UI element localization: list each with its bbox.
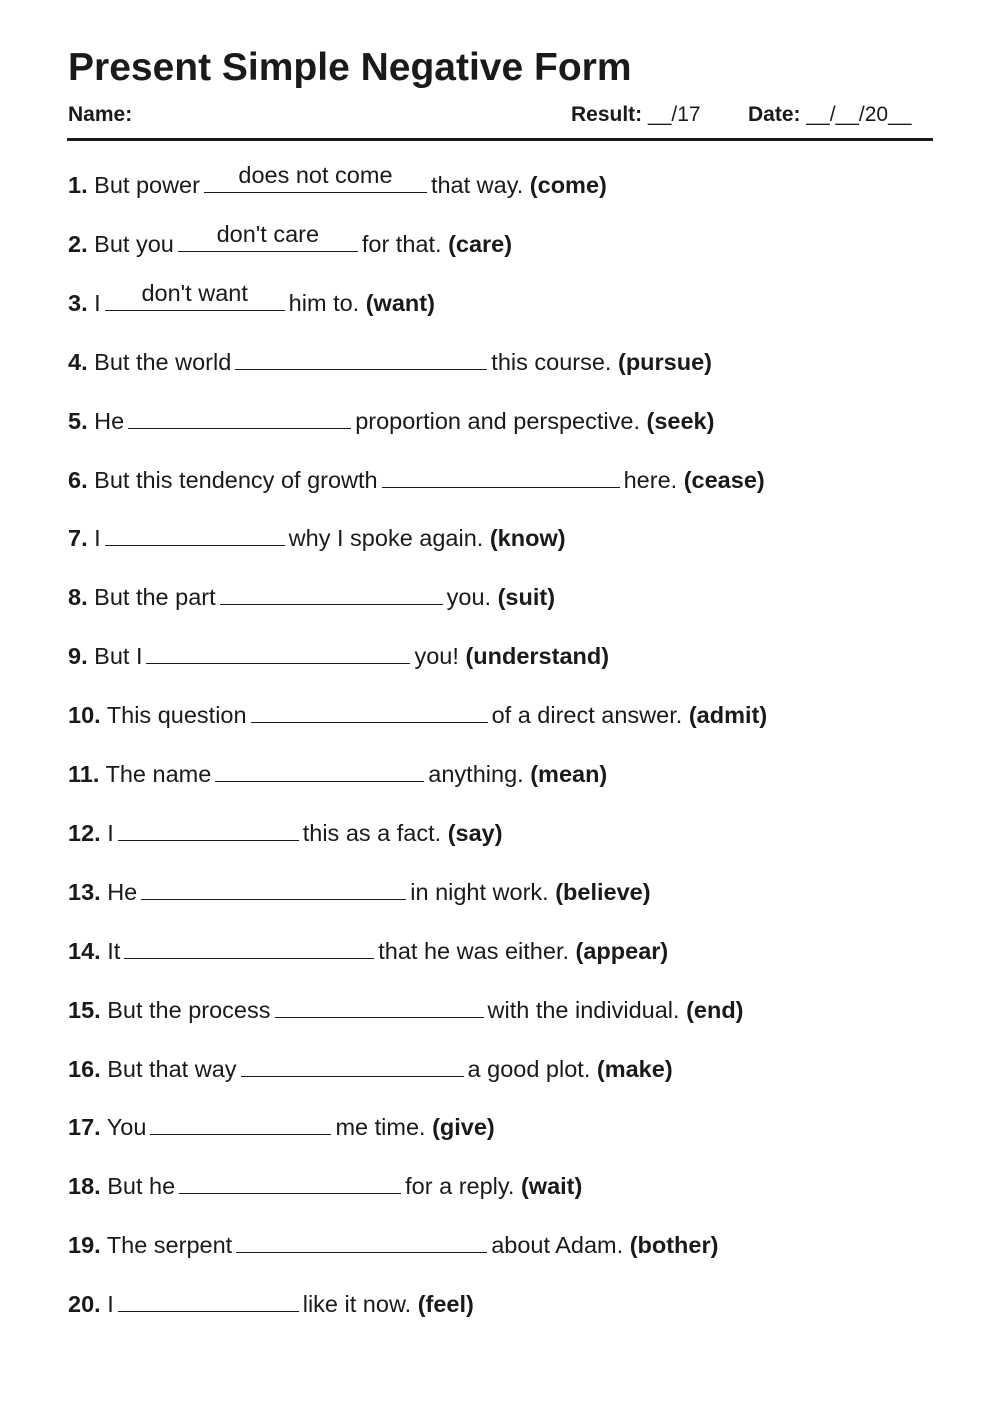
page-title: Present Simple Negative Form xyxy=(68,46,632,89)
sentence-end: me time. xyxy=(335,1114,426,1141)
date-value: __/__/20__ xyxy=(806,103,912,126)
answer-blank[interactable] xyxy=(105,521,285,546)
sentence-end: this as a fact. xyxy=(302,819,442,846)
question-item xyxy=(68,875,651,907)
sentence-start: I xyxy=(107,1291,114,1318)
sentence-end: like it now. xyxy=(302,1291,412,1318)
question-item xyxy=(68,698,767,730)
sentence-end: for a reply. xyxy=(405,1173,515,1200)
question-number: 16. xyxy=(68,1055,101,1082)
sentence-start: But power xyxy=(94,172,200,198)
answer-blank[interactable] xyxy=(235,345,487,370)
question-number: 3. xyxy=(68,289,88,316)
answer-text: does not come xyxy=(238,162,393,188)
sentence-end: of a direct answer. xyxy=(491,702,683,729)
date-field xyxy=(748,103,911,127)
answer-blank[interactable] xyxy=(220,580,443,605)
verb-hint: (wait) xyxy=(520,1173,583,1200)
question-item xyxy=(68,1110,495,1142)
question-number: 19. xyxy=(68,1232,101,1259)
answer-blank[interactable] xyxy=(251,698,488,723)
sentence-start: But the world xyxy=(94,348,232,375)
sentence-start: But he xyxy=(107,1173,176,1200)
sentence-start: The serpent xyxy=(106,1232,233,1259)
question-item xyxy=(68,639,609,671)
answer-blank[interactable] xyxy=(124,934,374,959)
verb-hint: (seek) xyxy=(646,407,715,434)
verb-hint: (care) xyxy=(448,230,513,257)
question-number: 12. xyxy=(68,819,101,846)
verb-hint: (give) xyxy=(432,1114,495,1141)
question-item xyxy=(68,1228,718,1260)
sentence-end: proportion and perspective. xyxy=(355,407,640,434)
sentence-start: But you xyxy=(94,230,174,257)
sentence-end: this course. xyxy=(491,348,612,375)
sentence-end: that way. xyxy=(430,172,524,198)
sentence-end: with the individual. xyxy=(487,996,680,1023)
question-number: 13. xyxy=(68,878,101,905)
sentence-start: But that way xyxy=(107,1055,237,1082)
question-number: 5. xyxy=(68,407,88,434)
verb-hint: (come) xyxy=(529,172,607,198)
result-label: Result: xyxy=(571,103,643,126)
verb-hint: (cease) xyxy=(683,466,765,493)
verb-hint: (bother) xyxy=(629,1232,719,1259)
verb-hint: (end) xyxy=(686,996,744,1023)
date-label: Date: xyxy=(748,103,801,126)
sentence-start: But this tendency of growth xyxy=(94,466,378,493)
question-item xyxy=(68,580,555,612)
question-item xyxy=(68,279,435,318)
sentence-start: But the process xyxy=(107,996,271,1023)
verb-hint: (know) xyxy=(489,525,566,552)
answer-blank[interactable] xyxy=(215,757,424,782)
sentence-start: He xyxy=(107,878,138,905)
verb-hint: (want) xyxy=(365,289,435,316)
answer-blank[interactable] xyxy=(236,1228,487,1253)
sentence-end: him to. xyxy=(288,289,360,316)
sentence-start: I xyxy=(107,819,114,846)
question-number: 14. xyxy=(68,937,101,964)
verb-hint: (make) xyxy=(596,1055,673,1082)
verb-hint: (say) xyxy=(447,819,503,846)
answer-blank[interactable] xyxy=(241,1052,464,1077)
name-field[interactable] xyxy=(68,103,132,127)
answer-blank[interactable] xyxy=(118,1287,299,1312)
question-item xyxy=(68,816,503,848)
sentence-end: in night work. xyxy=(410,878,549,905)
answer-blank[interactable] xyxy=(141,875,406,900)
question-number: 10. xyxy=(68,702,101,729)
answer-blank[interactable] xyxy=(128,404,351,429)
verb-hint: (suit) xyxy=(497,584,556,611)
question-item xyxy=(68,404,714,436)
question-number: 15. xyxy=(68,996,101,1023)
sentence-end: here. xyxy=(623,466,678,493)
question-number: 9. xyxy=(68,643,88,670)
question-number: 17. xyxy=(68,1114,101,1141)
sentence-start: He xyxy=(94,407,125,434)
sentence-start: The name xyxy=(105,761,212,787)
sentence-end: about Adam. xyxy=(491,1232,624,1259)
answer-blank[interactable] xyxy=(382,463,620,488)
question-item xyxy=(68,757,607,789)
sentence-end: why I spoke again. xyxy=(288,525,484,552)
answer-blank[interactable] xyxy=(178,220,358,252)
answer-blank[interactable] xyxy=(105,279,285,311)
question-number: 1. xyxy=(68,172,88,198)
sentence-end: that he was either. xyxy=(378,937,569,964)
sentence-start: You xyxy=(106,1114,147,1141)
question-item xyxy=(68,463,765,495)
question-item xyxy=(68,1169,582,1201)
verb-hint: (appear) xyxy=(575,937,669,964)
question-item xyxy=(68,345,712,377)
question-number: 4. xyxy=(68,348,88,375)
question-item xyxy=(68,993,744,1025)
result-field xyxy=(571,103,701,127)
verb-hint: (mean) xyxy=(530,761,608,787)
verb-hint: (understand) xyxy=(465,643,610,670)
answer-blank[interactable] xyxy=(275,993,484,1018)
answer-blank[interactable] xyxy=(179,1169,401,1194)
question-item xyxy=(68,1052,673,1084)
answer-blank[interactable] xyxy=(150,1110,331,1135)
question-item xyxy=(68,521,566,553)
question-number: 2. xyxy=(68,230,88,257)
sentence-end: you. xyxy=(446,584,492,611)
question-number: 18. xyxy=(68,1173,101,1200)
answer-blank[interactable] xyxy=(146,639,410,664)
sentence-start: It xyxy=(107,937,121,964)
sentence-start: I xyxy=(94,289,101,316)
answer-text: don't want xyxy=(141,279,248,306)
question-item xyxy=(68,934,668,966)
result-value: __/17 xyxy=(648,103,701,126)
sentence-start: I xyxy=(94,525,101,552)
header-divider xyxy=(67,138,933,141)
verb-hint: (pursue) xyxy=(618,348,712,375)
sentence-start: This question xyxy=(106,702,247,729)
verb-hint: (believe) xyxy=(555,878,651,905)
sentence-start: But the part xyxy=(94,584,216,611)
question-item xyxy=(68,162,607,200)
answer-text: don't care xyxy=(216,220,320,247)
verb-hint: (feel) xyxy=(417,1291,474,1318)
sentence-end: anything. xyxy=(428,761,524,787)
question-number: 6. xyxy=(68,466,88,493)
question-item xyxy=(68,1287,474,1319)
name-label: Name: xyxy=(68,103,133,126)
answer-blank[interactable] xyxy=(118,816,299,841)
question-item xyxy=(68,220,513,259)
sentence-end: you! xyxy=(414,643,459,670)
answer-blank[interactable] xyxy=(204,162,427,193)
verb-hint: (admit) xyxy=(688,702,768,729)
question-number: 11. xyxy=(68,761,100,787)
question-number: 7. xyxy=(68,525,88,552)
sentence-end: for that. xyxy=(361,230,442,257)
sentence-end: a good plot. xyxy=(467,1055,591,1082)
question-number: 20. xyxy=(68,1291,101,1318)
question-number: 8. xyxy=(68,584,88,611)
sentence-start: But I xyxy=(94,643,143,670)
